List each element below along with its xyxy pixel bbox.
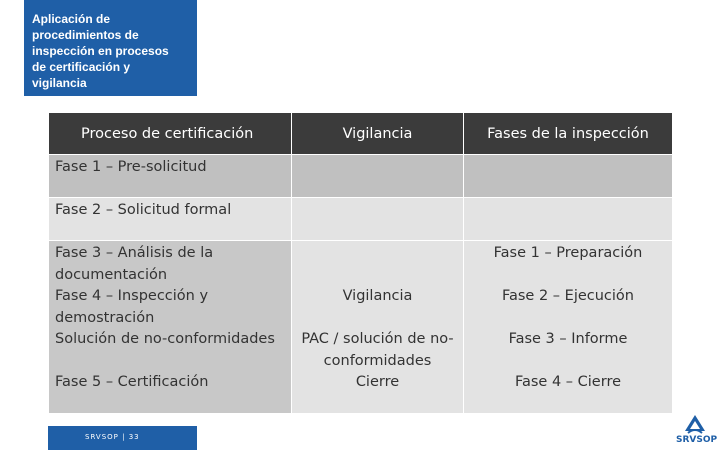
cell-line	[298, 308, 457, 330]
cell-line	[470, 351, 666, 373]
cell-fases	[464, 155, 673, 198]
header-fases: Fases de la inspección	[464, 113, 673, 155]
cell-line: Solución de no-conformidades	[55, 331, 275, 347]
footer-page-label: SRVSOP | 33	[85, 433, 140, 441]
cell-proceso-block	[49, 241, 292, 414]
cell-line: Fase 5 – Certificación	[55, 374, 209, 390]
cell-line	[470, 308, 666, 330]
table-header-row	[49, 113, 673, 155]
cell-line: PAC / solución de no-	[301, 331, 454, 347]
cell-line: Vigilancia	[342, 288, 413, 304]
cell-line: Cierre	[355, 374, 400, 390]
table-row	[49, 198, 673, 241]
process-table	[48, 112, 673, 414]
footer-bar	[48, 426, 197, 450]
slide-title-line: inspección en procesos	[32, 44, 169, 58]
cell-line: Fase 4 – Inspección y	[55, 288, 209, 304]
slide-title-line: procedimientos de	[32, 28, 139, 42]
cell-vigilancia	[292, 155, 464, 198]
cell-line: documentación	[55, 266, 168, 283]
cell-fases	[464, 198, 673, 241]
process-table-container	[48, 112, 672, 414]
cell-vigilancia-block	[292, 241, 464, 414]
cell-line	[298, 243, 457, 265]
cell-vigilancia	[292, 198, 464, 241]
slide-title-line: Aplicación de	[32, 12, 111, 26]
table-row-block	[49, 241, 673, 414]
header-proceso: Proceso de certificación	[49, 113, 292, 155]
cell-line: Fase 4 – Cierre	[514, 374, 622, 390]
cell-proceso: Fase 2 – Solicitud formal	[49, 198, 292, 241]
cell-fases-block	[464, 241, 673, 414]
cell-line: Fase 2 – Ejecución	[501, 288, 634, 304]
cell-line	[55, 351, 285, 373]
header-vigilancia: Vigilancia	[292, 113, 464, 155]
cell-line: Fase 3 – Análisis de la	[55, 245, 214, 261]
cell-line	[298, 265, 457, 287]
cell-line: demostración	[55, 309, 155, 326]
cell-line	[470, 265, 666, 287]
slide-title-line: vigilancia	[32, 76, 87, 90]
slide-title-box	[24, 0, 197, 96]
cell-line: Fase 1 – Preparación	[493, 245, 643, 261]
table-row	[49, 155, 673, 198]
cell-proceso: Fase 1 – Pre-solicitud	[49, 155, 292, 198]
cell-line: conformidades	[323, 352, 432, 369]
slide-title-line: de certificación y	[32, 60, 131, 74]
logo-wordmark: SRVSOP	[676, 435, 718, 445]
cell-line: Fase 3 – Informe	[508, 331, 628, 347]
